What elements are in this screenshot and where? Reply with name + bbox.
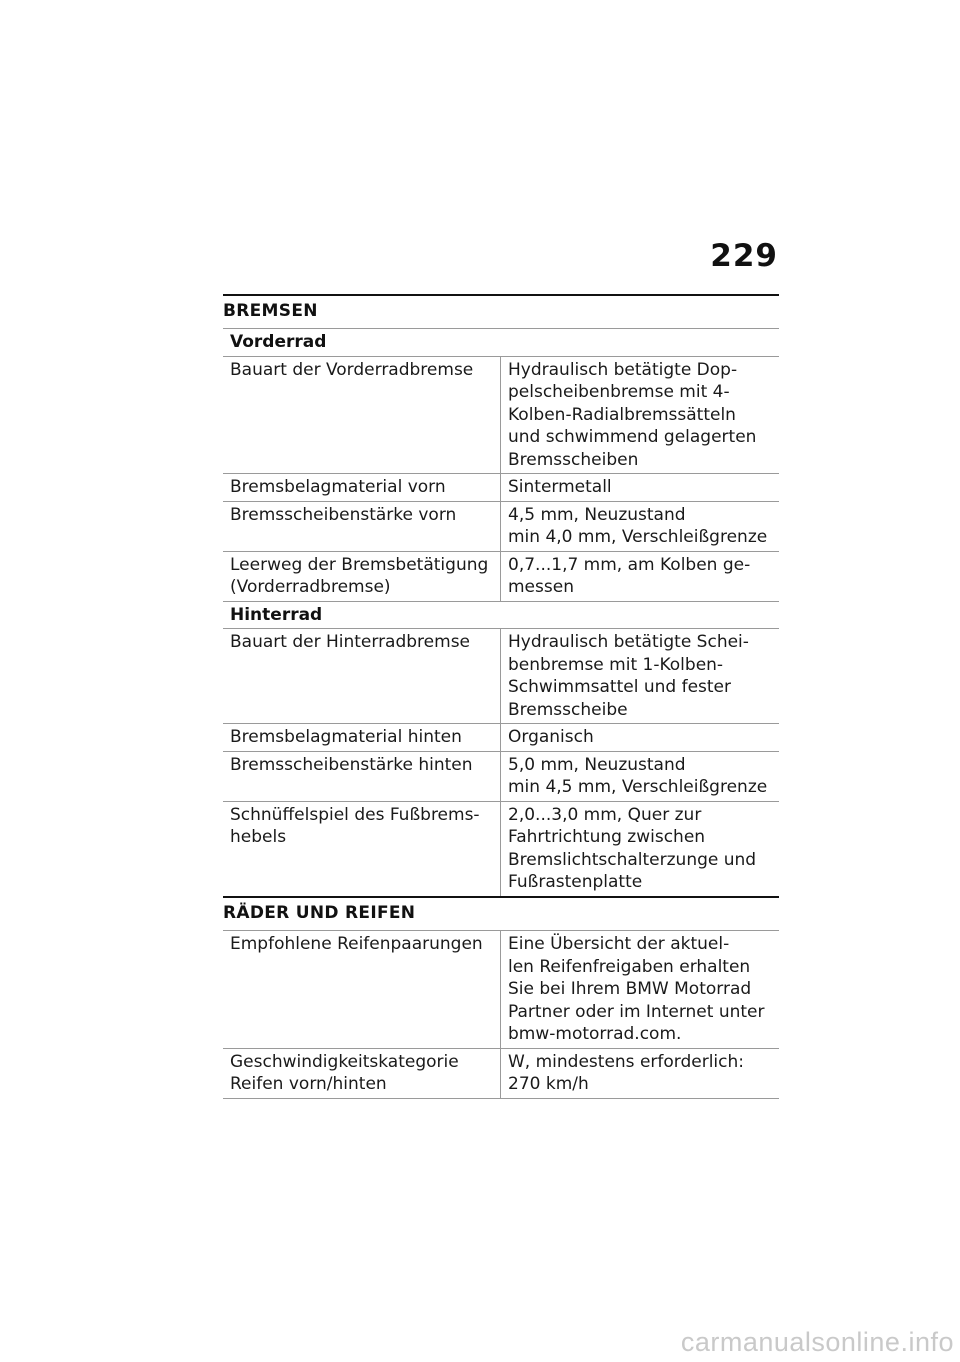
table-row	[223, 551, 779, 601]
row-value: Sintermetall	[508, 477, 612, 497]
brakes-table	[223, 328, 779, 897]
subheading-front: Vorderrad	[230, 332, 327, 352]
table-row	[223, 801, 779, 897]
table-row	[223, 628, 779, 723]
table-row	[223, 723, 779, 751]
table-row	[223, 356, 779, 474]
row-label: Empfohlene Reifenpaarungen	[223, 931, 501, 1048]
subheading-row-rear	[223, 601, 779, 629]
row-value: 5,0 mm, Neuzustand min 4,5 mm, Verschleißgrenze	[508, 754, 768, 797]
row-label: Bremsbelagmaterial vorn	[223, 474, 501, 501]
section-title-wheels: RÄDER UND REIFEN	[223, 903, 416, 923]
table-row	[223, 751, 779, 801]
row-label: Bauart der Hinterradbremse	[223, 629, 501, 723]
row-value: Hydraulisch betätigte Schei- benbremse mit 1-Kolben- Schwimmsattel und fester Bremsscheibe	[508, 632, 749, 720]
subheading-rear: Hinterrad	[230, 604, 323, 625]
table-row	[223, 1048, 779, 1099]
table-row	[223, 501, 779, 551]
subheading-row-front	[223, 328, 779, 356]
row-value: 2,0...3,0 mm, Quer zur Fahrtrichtung zwischen Bremslichtschalterzunge und Fußrastenplatte	[508, 804, 757, 892]
row-label: Geschwindigkeitskategorie Reifen vorn/hinten	[223, 1049, 501, 1098]
page-number: 229	[710, 238, 778, 274]
row-label: Bremsscheibenstärke hinten	[223, 752, 501, 801]
watermark: carmanualsonline.info	[680, 1327, 954, 1357]
wheels-table	[223, 930, 779, 1099]
row-value: W, mindestens erforderlich: 270 km/h	[508, 1051, 744, 1094]
table-row	[223, 473, 779, 501]
table-row	[223, 930, 779, 1048]
row-label: Bremsbelagmaterial hinten	[223, 724, 501, 751]
row-value: Hydraulisch betätigte Dop- pelscheibenbremse mit 4- Kolben-Radialbremssätteln und schwimmend gelagerten Bremsscheiben	[508, 359, 757, 470]
section-brakes-header	[223, 294, 779, 321]
section-wheels-header	[223, 896, 779, 923]
row-value: 0,7...1,7 mm, am Kolben ge- messen	[508, 554, 751, 597]
row-value: Organisch	[508, 727, 594, 747]
row-label: Leerweg der Bremsbetätigung (Vorderradbremse)	[223, 552, 501, 601]
row-value: Eine Übersicht der aktuel- len Reifenfreigaben erhalten Sie bei Ihrem BMW Motorrad Partner oder im Internet unter bmw-motorrad.com.	[508, 934, 765, 1044]
row-label: Bauart der Vorderradbremse	[223, 357, 501, 474]
row-label: Bremsscheibenstärke vorn	[223, 502, 501, 551]
row-label: Schnüffelspiel des Fußbrems- hebels	[223, 802, 501, 896]
row-value: 4,5 mm, Neuzustand min 4,0 mm, Verschleißgrenze	[508, 504, 768, 547]
section-title-brakes: BREMSEN	[223, 301, 318, 321]
